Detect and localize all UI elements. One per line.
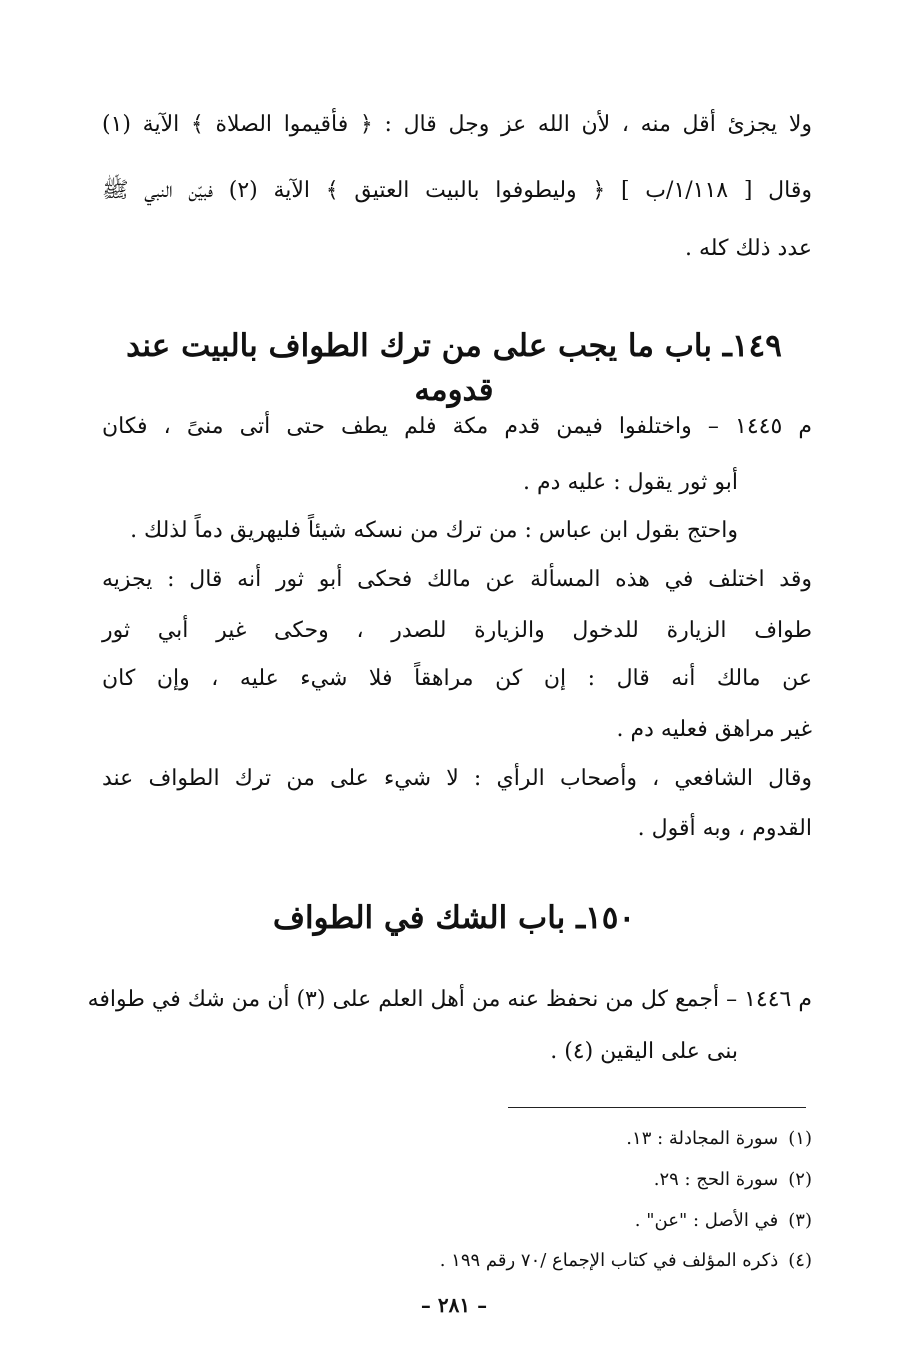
section-149-line-1-text: واختلفوا فيمن قدم مكة فلم يطف حتى أتى منىً ، فكان (102, 414, 692, 439)
section-149-line-6: عن مالك أنه قال : إن كن مراهقاً فلا شيء عليه ، وإن كان (102, 666, 812, 691)
footnote-mark: (٣) (788, 1210, 812, 1231)
section-149-line-9: القدوم ، وبه أقول . (637, 816, 812, 841)
opening-line-3: عدد ذلك كله . (684, 236, 812, 261)
section-149-line-7: غير مراهق فعليه دم . (616, 717, 812, 742)
section-149-line-1 (102, 410, 812, 444)
issue-number-1446: م ١٤٤٦ – (726, 987, 812, 1012)
footnote-divider (508, 1107, 806, 1108)
footnote-3 (635, 1207, 812, 1235)
footnote-mark: (١) (788, 1128, 812, 1149)
footnote-mark: (٢) (788, 1169, 812, 1190)
section-149-line-5: طواف الزيارة للدخول والزيارة للصدر ، وحكى غير أبي ثور (102, 618, 812, 643)
opening-line-1: ولا يجزئ أقل منه ، لأن الله عز وجل قال : ﴿ فأقيموا الصلاة ﴾ الآية (١) (102, 112, 812, 137)
section-150-line-1-text: أجمع كل من نحفظ عنه من أهل العلم على (٣) أن من شك في طوافه (87, 987, 720, 1012)
footnote-text: ذكره المؤلف في كتاب الإجماع /٧٠ رقم ١٩٩ . (439, 1250, 779, 1271)
section-149-line-4: وقد اختلف في هذه المسألة عن مالك فحكى أبو ثور أنه قال : يجزيه (102, 567, 812, 592)
footnote-2 (654, 1166, 812, 1194)
section-150-line-2: بنى على اليقين (٤) . (550, 1039, 738, 1064)
footnote-text: سورة المجادلة : ١٣. (626, 1128, 779, 1149)
section-150-line-1 (87, 983, 812, 1017)
footnote-text: في الأصل : "عن" . (634, 1210, 779, 1231)
section-149-line-8: وقال الشافعي ، وأصحاب الرأي : لا شيء على من ترك الطواف عند (102, 766, 812, 791)
issue-number-1445: م ١٤٤٥ – (707, 414, 813, 439)
footnote-text: سورة الحج : ٢٩. (653, 1169, 779, 1190)
footnote-4 (440, 1247, 812, 1275)
section-149-heading: ١٤٩ـ باب ما يجب على من ترك الطواف بالبيت عند قدومه (126, 328, 782, 408)
footnote-mark: (٤) (788, 1250, 812, 1271)
opening-line-2: وقال [ ١/١١٨/ب ] ﴿ وليطوفوا بالبيت العتيق ﴾ الآية (٢) فبيّن النبي ﷺ (102, 178, 812, 203)
section-150-heading: ١٥٠ـ باب الشك في الطواف (272, 900, 636, 936)
page-number: – ٢٨١ – (420, 1293, 488, 1317)
footnote-1 (626, 1125, 812, 1153)
section-149-line-2: أبو ثور يقول : عليه دم . (523, 470, 738, 495)
section-149-line-3: واحتج بقول ابن عباس : من ترك من نسكه شيئاً فليهريق دماً لذلك . (130, 518, 738, 543)
